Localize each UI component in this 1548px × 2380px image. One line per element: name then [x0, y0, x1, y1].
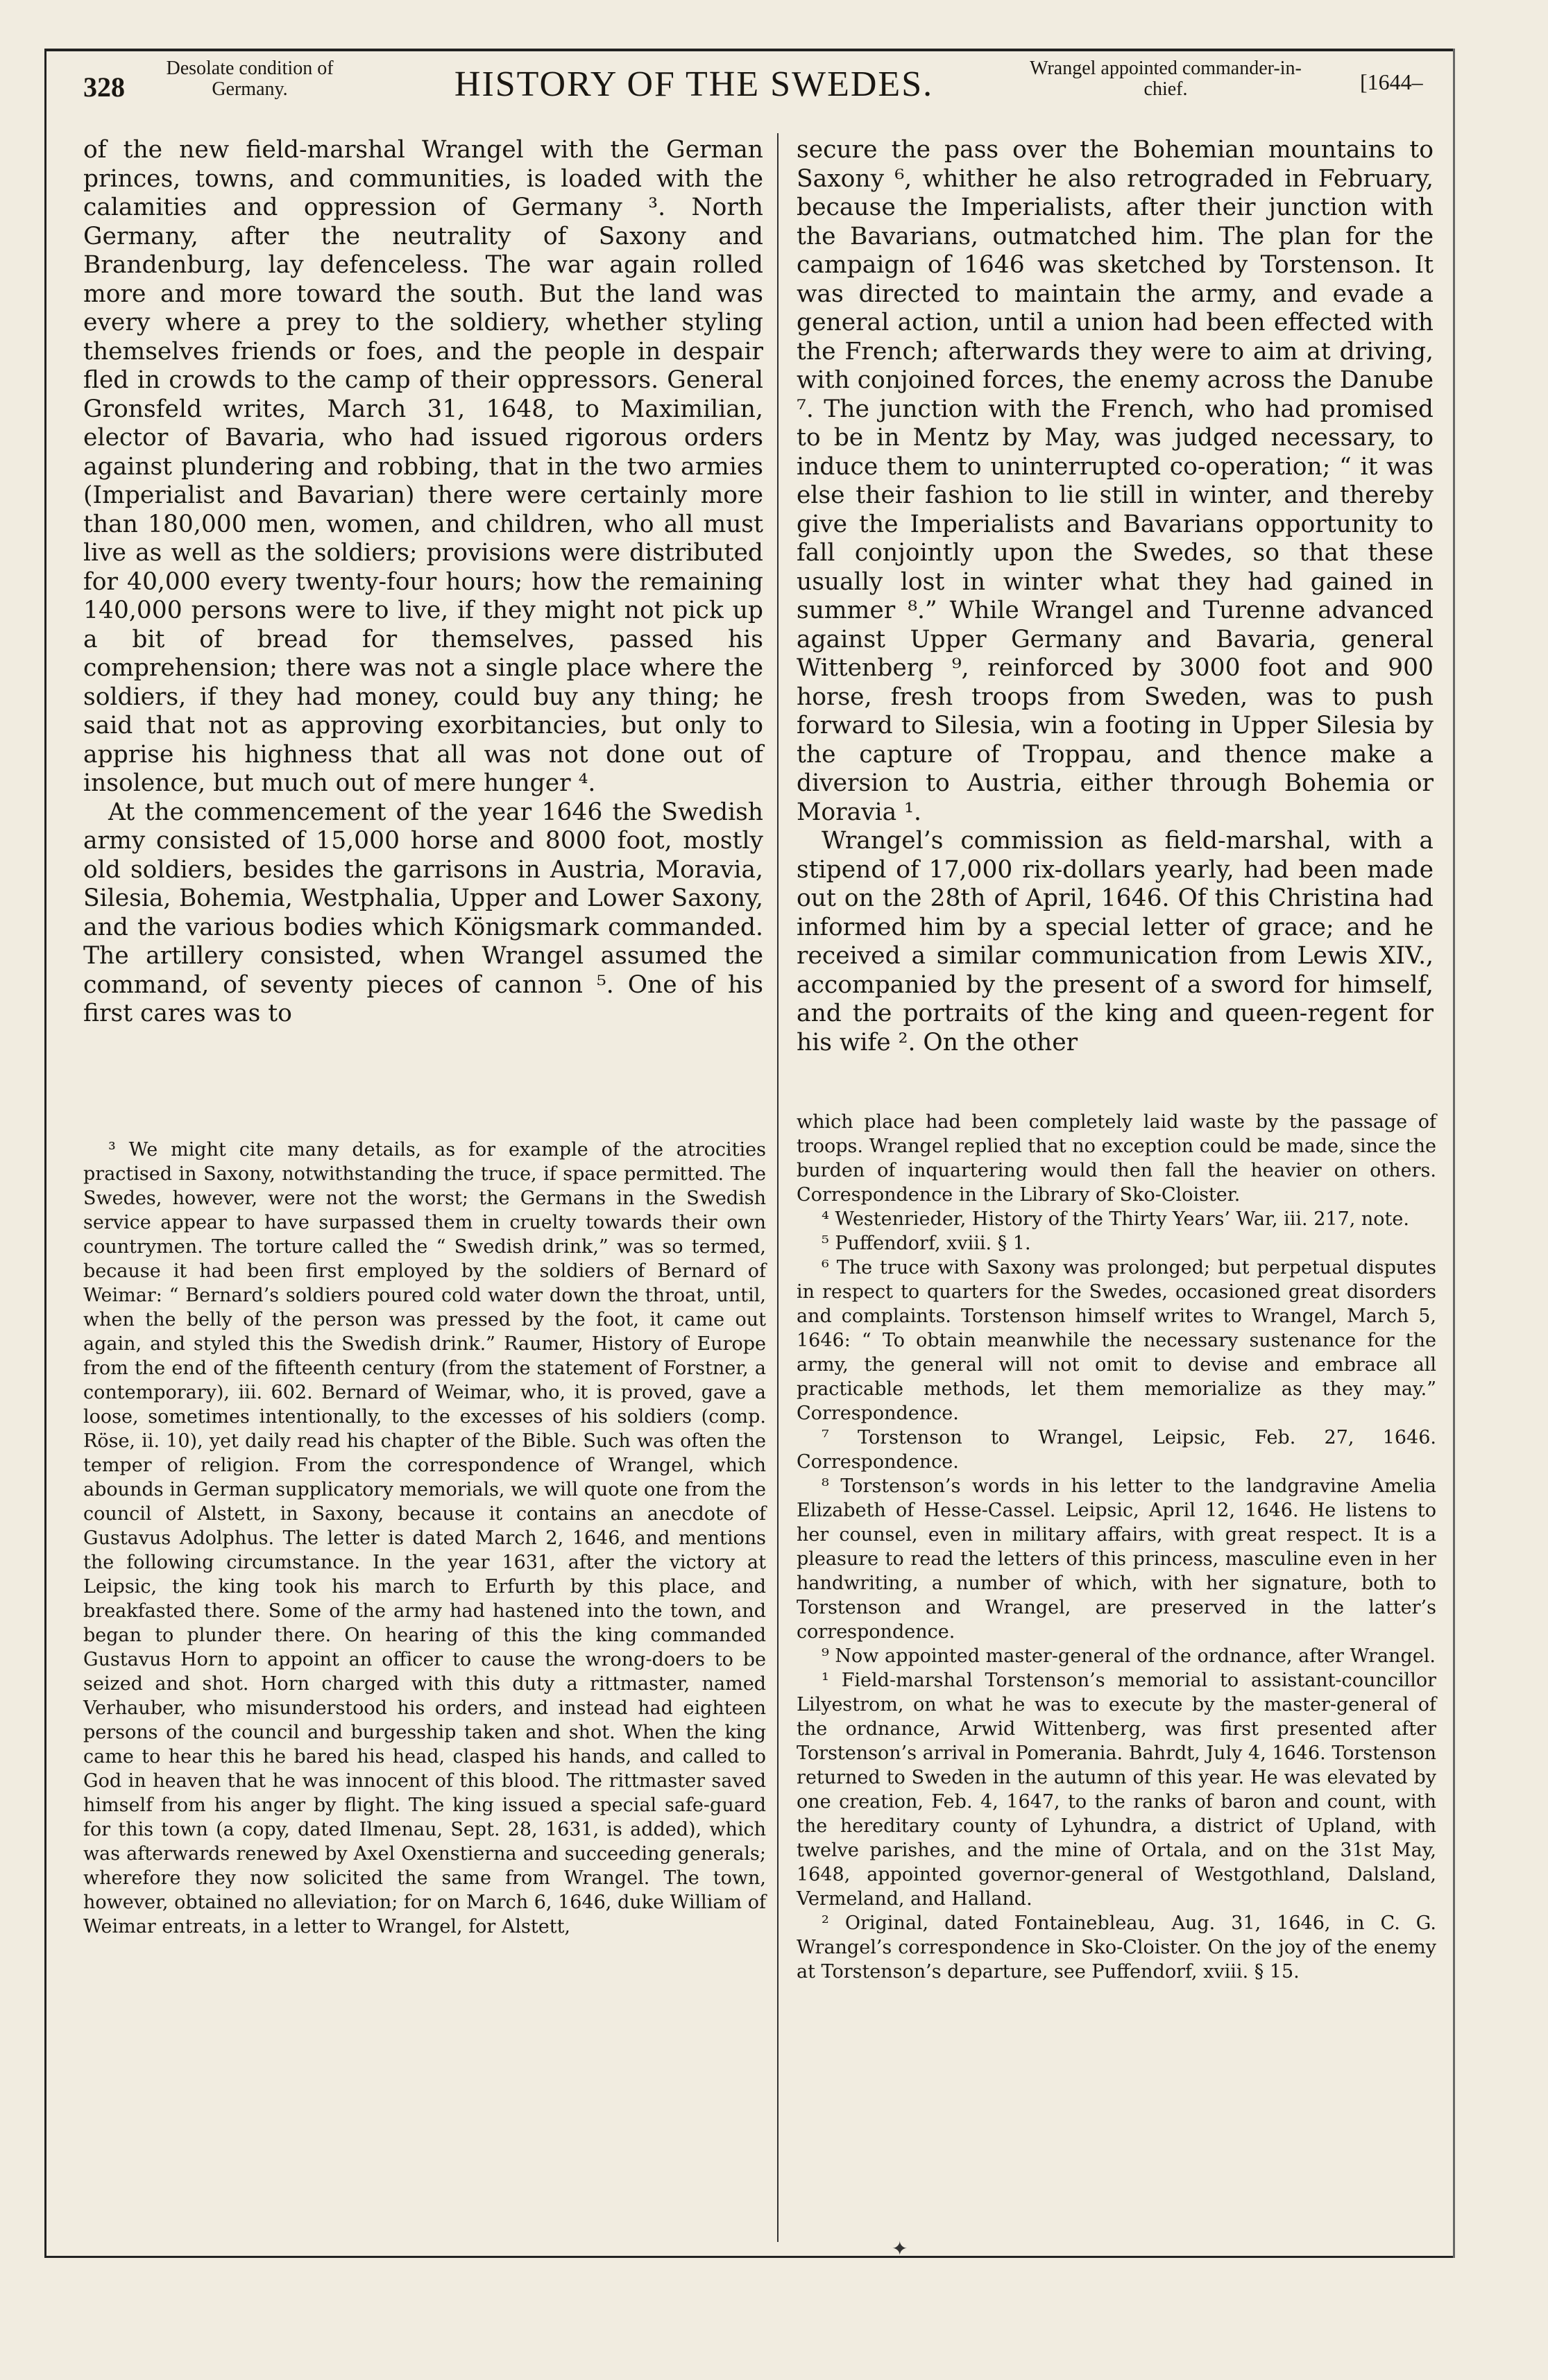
body-paragraph: of the new field-marshal Wrangel with the German princes, towns, and communities, is loaded with the calamities and oppression of Germany ³. North Germany, after the neutrality of Saxony and Brandenburg, lay defenceless. The war again rolled more and more toward the south. But the land was every where a prey to the soldiery, whether styling themselves friends or foes, and the people in despair fled in crowds to the camp of their oppressors. General Gronsfeld writes, March 31, 1648, to Maximilian, elector of Bavaria, who had issued rigorous orders against plundering and robbing, that in the two armies (Imperialist and Bavarian) there were certainly more than 180,000 men, women, and children, who all must live as well as the soldiers; provisions were distributed for 40,000 every twenty-four hours; how the remaining 140,000 persons were to live, if they might not pick up a bit of bread for themselves, passed his comprehension; there was not a single place where the soldiers, if they had money, could buy any thing; he said that not as approving exorbitancies, but only to apprise his highness that all was not done out of insolence, but much out of mere hunger ⁴.	[83, 136, 763, 797]
bottom-rule	[44, 2256, 1453, 2258]
body-paragraph: secure the pass over the Bohemian mountains to Saxony ⁶, whither he also retrograded in February, because the Imperialists, after their junction with the Bavarians, outmatched him. The plan for the campaign of 1646 was sketched by Torstenson. It was directed to maintain the army, and evade a general action, until a union had been effected with the French; afterwards they were to aim at driving, with conjoined forces, the enemy across the Danube ⁷. The junction with the French, who had promised to be in Mentz by May, was judged necessary, to induce them to uninterrupted co-operation; “ it was else their fashion to lie still in winter, and thereby give the Imperialists and Bavarians opportunity to fall conjointly upon the Swedes, so that these usually lost in winter what they had gained in summer ⁸.” While Wrangel and Turenne advanced against Upper Germany and Bavaria, general Wittenberg ⁹, reinforced by 3000 foot and 900 horse, fresh troops from Sweden, was to push forward to Silesia, win a footing in Upper Silesia by the capture of Troppau, and thence make a diversion to Austria, either through Bohemia or Moravia ¹.	[797, 136, 1434, 826]
right-rule	[1453, 49, 1455, 2258]
footnote-continuation: which place had been completely laid waste by the passage of troops. Wrangel replied that no exception could be made, since the burden of inquartering would then fall the heavier on others. Correspondence in the Library of Sko-Cloister.	[797, 1111, 1436, 1206]
footnote: ⁷ Torstenson to Wrangel, Leipsic, Feb. 27, 1646. Correspondence.	[797, 1427, 1436, 1473]
page-header	[56, 58, 1450, 128]
left-rule	[44, 49, 46, 2258]
left-footnotes	[83, 1138, 766, 1939]
column-divider	[777, 133, 779, 2242]
right-side-heading: Wrangel appointed commander-in-chief.	[1030, 58, 1302, 100]
body-paragraph: Wrangel’s commission as field-marshal, with a stipend of 17,000 rix-dollars yearly, had been made out on the 28th of April, 1646. Of this Christina had informed him by a special letter of grace; and he received a similar communication from Lewis XIV., accompanied by the present of a sword for himself, and the portraits of the king and queen-regent for his wife ². On the other	[797, 827, 1434, 1056]
footnote: ² Original, dated Fontainebleau, Aug. 31, 1646, in C. G. Wrangel’s correspondence in Sko-Cloister. On the joy of the enemy at Torstenson’s departure, see Puffendorf, xviii. § 15.	[797, 1912, 1436, 1983]
footnote: ³ We might cite many details, as for example of the atrocities practised in Saxony, notwithstanding the truce, if space permitted. The Swedes, however, were not the worst; the Germans in the Swedish service appear to have surpassed them in cruelty towards their own countrymen. The torture called the “ Swedish drink,” was so termed, because it had been first employed by the soldiers of Bernard of Weimar: “ Bernard’s soldiers poured cold water down the throat, until, when the belly of the person was pressed by the foot, it came out again, and styled this the Swedish drink.” Raumer, History of Europe from the end of the fifteenth century (from the statement of Forstner, a contemporary), iii. 602. Bernard of Weimar, who, it is proved, gave a loose, sometimes intentionally, to the excesses of his soldiers (comp. Röse, ii. 10), yet daily read his chapter of the Bible. Such was often the temper of religion. From the correspondence of Wrangel, which abounds in German supplicatory memorials, we will quote one from the council of Alstett, in Saxony, because it contains an anecdote of Gustavus Adolphus. The letter is dated March 2, 1646, and mentions the following circumstance. In the year 1631, after the victory at Leipsic, the king took his march to Erfurth by this place, and breakfasted there. Some of the army had hastened into the town, and began to plunder there. On hearing of this the king commanded Gustavus Horn to appoint an officer to cause the wrong-doers to be seized and shot. Horn charged with this duty a rittmaster, named Verhauber, who misunderstood his orders, and instead had eighteen persons of the council and burgesship taken and shot. When the king came to hear this he bared his head, clasped his hands, and called to God in heaven that he was innocent of this blood. The rittmaster saved himself from his anger by flight. The king issued a special safe-guard for this town (a copy, dated Ilmenau, Sept. 28, 1631, is added), which was afterwards renewed by Axel Oxenstierna and succeeding generals; wherefore they now solicited the same from Wrangel. The town, however, obtained no alleviation; for on March 6, 1646, duke William of Weimar entreats, in a letter to Wrangel, for Alstett,	[83, 1139, 766, 1937]
left-column-body	[83, 136, 763, 1029]
printer-ornament: ✦	[892, 2237, 908, 2260]
running-title: HISTORY OF THE SWEDES.	[454, 65, 934, 104]
left-side-heading: Desolate condition of Germany.	[166, 58, 334, 100]
footnote: ⁴ Westenrieder, History of the Thirty Years’ War, iii. 217, note.	[822, 1208, 1409, 1230]
right-column-body	[797, 136, 1434, 1057]
footnote: ⁸ Torstenson’s words in his letter to the landgravine Amelia Elizabeth of Hesse-Cassel. Leipsic, April 12, 1646. He listens to her counsel, even in military affairs, with great respect. It is a pleasure to read the letters of this princess, masculine even in her handwriting, a number of which, with her signature, both to Torstenson and Wrangel, are preserved in the latter’s correspondence.	[797, 1475, 1436, 1643]
footnote: ⁵ Puffendorf, xviii. § 1.	[822, 1233, 1031, 1254]
body-paragraph: At the commencement of the year 1646 the Swedish army consisted of 15,000 horse and 8000 foot, mostly old soldiers, besides the garrisons in Austria, Moravia, Silesia, Bohemia, Westphalia, Upper and Lower Saxony, and the various bodies which Königsmark commanded. The artillery consisted, when Wrangel assumed the command, of seventy pieces of cannon ⁵. One of his first cares was to	[83, 798, 763, 1027]
right-footnotes	[797, 1110, 1436, 1984]
year-range: [1644–	[1360, 69, 1423, 94]
page-number: 328	[83, 71, 125, 103]
footnote: ⁹ Now appointed master-general of the ordnance, after Wrangel.	[822, 1645, 1436, 1667]
footnote: ¹ Field-marshal Torstenson’s memorial to assistant-councillor Lilyestrom, on what he was to execute by the master-general of the ordnance, Arwid Wittenberg, was first presented after Torstenson’s arrival in Pomerania. Bahrdt, July 4, 1646. Torstenson returned to Sweden in the autumn of this year. He was elevated by one creation, Feb. 4, 1647, to the ranks of baron and count, with the hereditary county of Lyhundra, a district of Upland, with twelve parishes, and the mine of Ortala, and on the 31st May, 1648, appointed governor-general of Westgothland, Dalsland, Vermeland, and Halland.	[797, 1670, 1436, 1910]
footnote: ⁶ The truce with Saxony was prolonged; but perpetual disputes in respect to quarters for the Swedes, occasioned great disorders and complaints. Torstenson himself writes to Wrangel, March 5, 1646: “ To obtain meanwhile the necessary sustenance for the army, the general will not omit to devise and embrace all practicable methods, let them memorialize as they may.” Correspondence.	[797, 1257, 1436, 1424]
top-rule	[44, 49, 1453, 51]
